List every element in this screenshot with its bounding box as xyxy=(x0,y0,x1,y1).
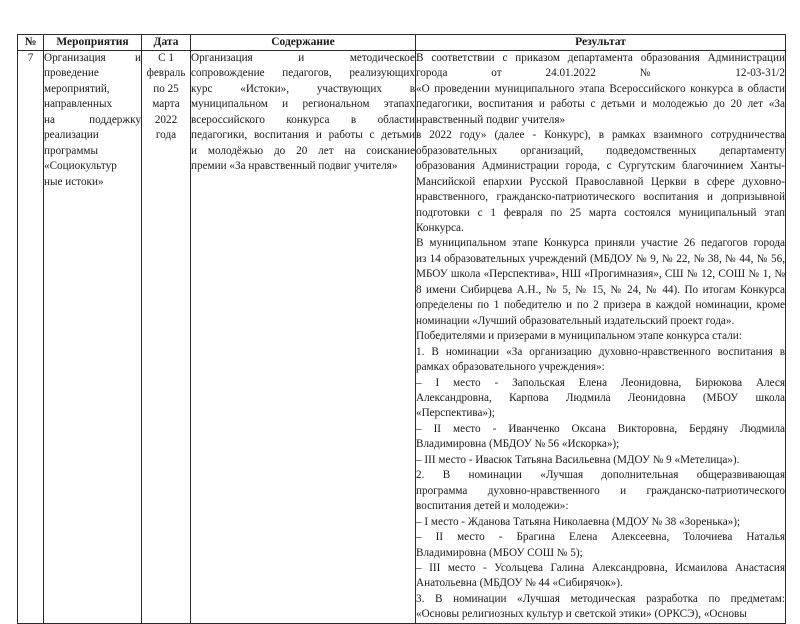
text-line: Александровна, Карпова Людмила Леонидовна (МБОУ школа xyxy=(416,391,785,404)
cell-content xyxy=(191,51,416,624)
text-line: проведение xyxy=(44,67,99,80)
text-line: на поддержку xyxy=(44,113,141,126)
text-line: воспитания детей и молодежи»: xyxy=(416,500,569,513)
text-line: «Социокультур xyxy=(44,160,117,173)
text-line: 1. В номинации «За организацию духовно-нравственного воспитания в xyxy=(416,345,785,358)
text-line: С 1 xyxy=(158,52,174,64)
text-line: из 14 образовательных учреждений (МБДОУ № 9, № 22, № 38, № 44, № 56, xyxy=(416,252,785,265)
result-text-block xyxy=(416,51,785,623)
cell-result xyxy=(416,51,786,624)
text-line: определены по 1 победителю и по 2 призера в каждой номинации, кроме xyxy=(416,299,785,312)
text-line: курс «Истоки», участвующих в xyxy=(191,82,415,95)
text-line: – II место - Брагина Елена Алексеевна, Толочиева Наталья xyxy=(416,531,785,544)
results-table xyxy=(17,34,786,624)
text-line: февраль xyxy=(146,67,186,80)
text-line: программы xyxy=(44,144,98,157)
text-line: 3. В номинации «Лучшая методическая разработка по предметам: xyxy=(416,592,785,605)
text-line: всероссийского конкурса в области xyxy=(191,113,415,126)
content-text-block xyxy=(191,51,415,175)
text-line: 2022 xyxy=(154,113,178,126)
column-header-content: Содержание xyxy=(191,35,416,51)
cell-date xyxy=(142,51,191,624)
text-line: – II место - Иванченко Оксана Викторовна, Бердяну Людмила xyxy=(416,422,785,435)
text-line: номинации «Лучший образовательный издательский проект года». xyxy=(416,314,735,327)
text-line: года xyxy=(155,129,177,142)
cell-event xyxy=(44,51,142,624)
event-text-block xyxy=(44,51,141,190)
text-line: премии «За нравственный подвиг учителя» xyxy=(191,160,398,173)
text-line: 8 имени Сибирцева А.Н., № 5, № 15, № 24, № 44). По итогам Конкурса xyxy=(416,283,785,296)
text-line: педагогики, воспитания и работы с детьми xyxy=(191,129,415,142)
text-line: Конкурса. xyxy=(416,221,464,234)
text-line: – III место - Ивасюк Татьяна Васильевна (МДОУ № 9 «Метелица»). xyxy=(416,453,740,466)
text-line: МБОУ школа «Перспектива», НШ «Прогимназия», СШ № 12, СОШ № 1, № xyxy=(416,268,785,281)
text-line: Организация и методическое xyxy=(191,52,415,64)
text-line: города от 24.01.2022 № 12-03-31/2 xyxy=(416,67,785,80)
column-header-number: № xyxy=(18,35,44,51)
text-line: В муниципальном этапе Конкурса приняли участие 26 педагогов города xyxy=(416,237,785,250)
text-line: – III место - Усольцева Галина Александровна, Исмаилова Анастасия xyxy=(416,561,785,574)
text-line: направленных xyxy=(44,98,113,111)
text-line: и молодёжью до 20 лет на соискание xyxy=(191,144,415,157)
text-line: Анатольевна (МБДОУ № 44 «Сибирячок»). xyxy=(416,577,623,590)
text-line: мероприятий, xyxy=(44,82,110,95)
column-header-event: Мероприятия xyxy=(44,35,142,51)
text-line: рамках образовательного учреждения»: xyxy=(416,361,605,374)
text-line: муниципальном и региональном этапах xyxy=(191,98,415,111)
text-line: нравственный подвиг учителя» xyxy=(416,113,566,126)
text-line: Владимировна (МБОУ СОШ № 5); xyxy=(416,546,583,559)
text-line: по 25 xyxy=(153,82,179,95)
row-number-value: 7 xyxy=(27,52,34,64)
text-line: образования Администрации города, с Сургутским благочинием Ханты- xyxy=(416,160,785,173)
text-line: подготовки с 1 февраля по 25 марта состоялся муниципальный этап xyxy=(416,206,785,219)
text-line: педагогики, воспитания и работы с детьми и молодежью до 20 лет «За xyxy=(416,98,785,111)
text-line: Победителями и призерами в муниципальном этапе конкурса стали: xyxy=(416,330,742,343)
text-line: «Основы религиозных культур и светской этики» (ОРКСЭ), «Основы xyxy=(416,608,747,621)
text-line: программа духовно-нравственного и гражданско-патриотического xyxy=(416,484,785,497)
text-line: Владимировна (МБДОУ № 56 «Искорка»); xyxy=(416,438,620,451)
text-line: «Перспектива»); xyxy=(416,407,495,420)
text-line: Организация и xyxy=(44,52,141,64)
column-header-result: Результат xyxy=(416,35,786,51)
text-line: ные истоки» xyxy=(44,175,104,188)
text-line: реализации xyxy=(44,129,99,142)
text-line: «О проведении муниципального этапа Всероссийского конкурса в области xyxy=(416,82,785,95)
text-line: марта xyxy=(152,98,180,111)
text-line: – I место - Жданова Татьяна Николаевна (МДОУ № 38 «Зоренька»); xyxy=(416,515,741,528)
text-line: сопровождение педагогов, реализующих xyxy=(191,67,415,80)
date-text-block xyxy=(142,51,190,144)
text-line: образовательных организаций, подведомственных департаменту xyxy=(416,144,785,157)
text-line: в 2022 году» (далее - Конкурс), в рамках взаимного сотрудничества xyxy=(416,129,785,142)
column-header-date: Дата xyxy=(142,35,191,51)
text-line: Мансийской епархии Русской Православной Церкви в сфере духовно- xyxy=(416,175,785,188)
text-line: нравственного, гражданско-патриотического воспитания и допризывной xyxy=(416,191,785,204)
text-line: 2. В номинации «Лучшая дополнительная общеразвивающая xyxy=(416,469,785,482)
text-line: – I место - Запольская Елена Леонидовна, Бирюкова Алеся xyxy=(416,376,785,389)
table-row xyxy=(18,51,786,624)
cell-row-number xyxy=(18,51,44,624)
text-line: В соответствии с приказом департамента образования Администрации xyxy=(416,52,785,64)
table-header-row xyxy=(18,35,786,51)
